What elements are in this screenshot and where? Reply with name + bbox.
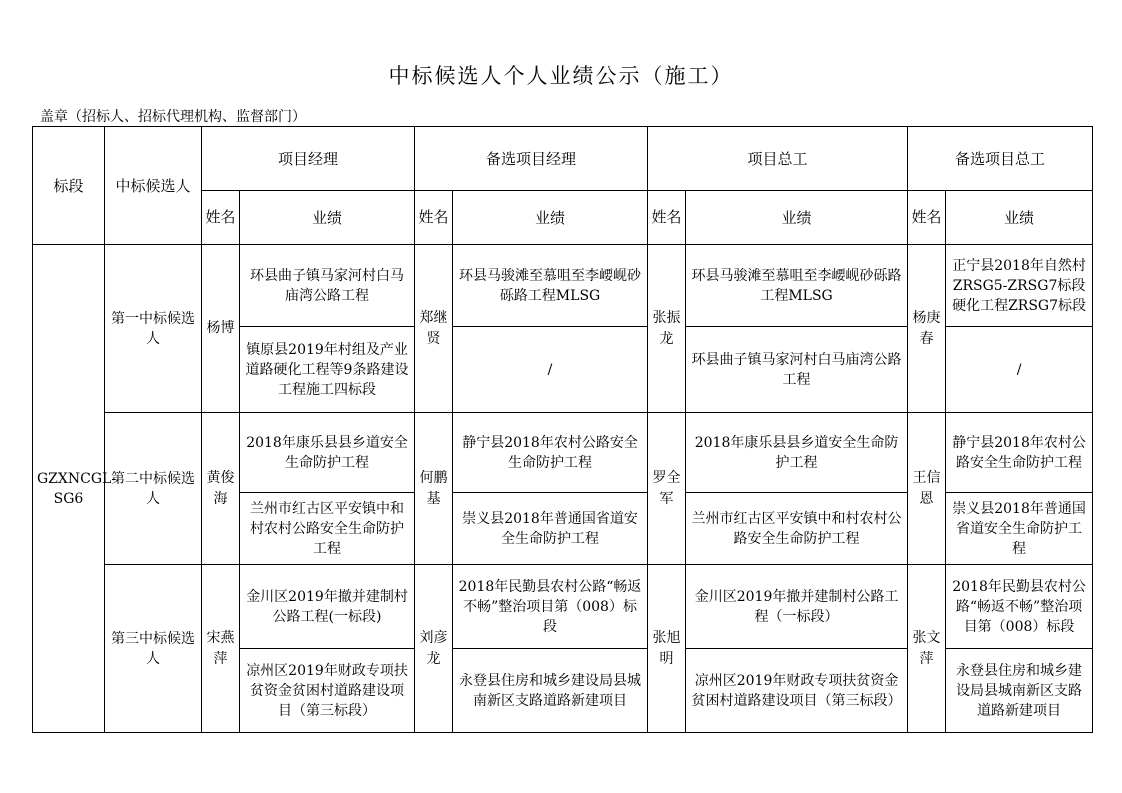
header-name: 姓名 [648, 191, 686, 245]
header-alt-pm: 备选项目经理 [415, 127, 648, 191]
header-performance: 业绩 [686, 191, 908, 245]
alt-pm-name: 刘彦龙 [415, 565, 453, 733]
performance-table [32, 126, 1093, 733]
alt-pm-work: / [453, 327, 648, 413]
pm-name: 黄俊海 [202, 413, 240, 565]
candidate-label: 第二中标候选人 [105, 413, 202, 565]
ce-name: 张旭明 [648, 565, 686, 733]
pm-work: 金川区2019年撤并建制村公路工程(一标段) [240, 565, 415, 649]
ce-work: 金川区2019年撤并建制村公路工程（一标段） [686, 565, 908, 649]
alt-ce-name: 杨庚春 [908, 245, 946, 413]
ce-work: 环县曲子镇马家河村白马庙湾公路工程 [686, 327, 908, 413]
ce-work: 兰州市红古区平安镇中和村农村公路安全生命防护工程 [686, 493, 908, 565]
pm-name: 宋燕萍 [202, 565, 240, 733]
pm-work: 2018年康乐县县乡道安全生命防护工程 [240, 413, 415, 493]
alt-pm-work: 崇义县2018年普通国省道安全生命防护工程 [453, 493, 648, 565]
stamp-note: 盖章（招标人、招标代理机构、监督部门） [40, 109, 306, 125]
pm-work: 环县曲子镇马家河村白马庙湾公路工程 [240, 245, 415, 327]
alt-ce-work: 崇义县2018年普通国省道安全生命防护工程 [946, 493, 1093, 565]
header-pm: 项目经理 [202, 127, 415, 191]
alt-ce-work: 2018年民勤县农村公路“畅返不畅”整治项目第（008）标段 [946, 565, 1093, 649]
ce-name: 罗全军 [648, 413, 686, 565]
candidate-label: 第三中标候选人 [105, 565, 202, 733]
alt-pm-work: 环县马骏滩至慕咀至李崾岘砂砾路工程MLSG [453, 245, 648, 327]
header-performance: 业绩 [946, 191, 1093, 245]
header-name: 姓名 [415, 191, 453, 245]
header-performance: 业绩 [240, 191, 415, 245]
alt-pm-name: 何鹏基 [415, 413, 453, 565]
page-title: 中标候选人个人业绩公示（施工） [388, 64, 734, 88]
alt-ce-work: / [946, 327, 1093, 413]
ce-work: 2018年康乐县县乡道安全生命防护工程 [686, 413, 908, 493]
alt-ce-work: 永登县住房和城乡建设局县城南新区支路道路新建项目 [946, 649, 1093, 733]
header-alt-ce: 备选项目总工 [908, 127, 1093, 191]
header-candidate: 中标候选人 [105, 127, 202, 245]
pm-work: 兰州市红古区平安镇中和村农村公路安全生命防护工程 [240, 493, 415, 565]
header-name: 姓名 [908, 191, 946, 245]
ce-name: 张振龙 [648, 245, 686, 413]
header-name: 姓名 [202, 191, 240, 245]
header-section: 标段 [33, 127, 105, 245]
alt-pm-name: 郑继贤 [415, 245, 453, 413]
alt-ce-name: 张文萍 [908, 565, 946, 733]
pm-name: 杨博 [202, 245, 240, 413]
header-ce: 项目总工 [648, 127, 908, 191]
header-performance: 业绩 [453, 191, 648, 245]
candidate-label: 第一中标候选人 [105, 245, 202, 413]
alt-pm-work: 静宁县2018年农村公路安全生命防护工程 [453, 413, 648, 493]
alt-ce-work: 静宁县2018年农村公路安全生命防护工程 [946, 413, 1093, 493]
section-code: GZXNCGL-SG6 [33, 245, 105, 733]
alt-ce-name: 王信恩 [908, 413, 946, 565]
ce-work: 凉州区2019年财政专项扶贫资金贫困村道路建设项目（第三标段） [686, 649, 908, 733]
alt-pm-work: 2018年民勤县农村公路“畅返不畅”整治项目第（008）标段 [453, 565, 648, 649]
pm-work: 镇原县2019年村组及产业道路硬化工程等9条路建设工程施工四标段 [240, 327, 415, 413]
alt-pm-work: 永登县住房和城乡建设局县城南新区支路道路新建项目 [453, 649, 648, 733]
ce-work: 环县马骏滩至慕咀至李崾岘砂砾路工程MLSG [686, 245, 908, 327]
pm-work: 凉州区2019年财政专项扶贫资金贫困村道路建设项目（第三标段） [240, 649, 415, 733]
alt-ce-work: 正宁县2018年自然村ZRSG5-ZRSG7标段硬化工程ZRSG7标段 [946, 245, 1093, 327]
